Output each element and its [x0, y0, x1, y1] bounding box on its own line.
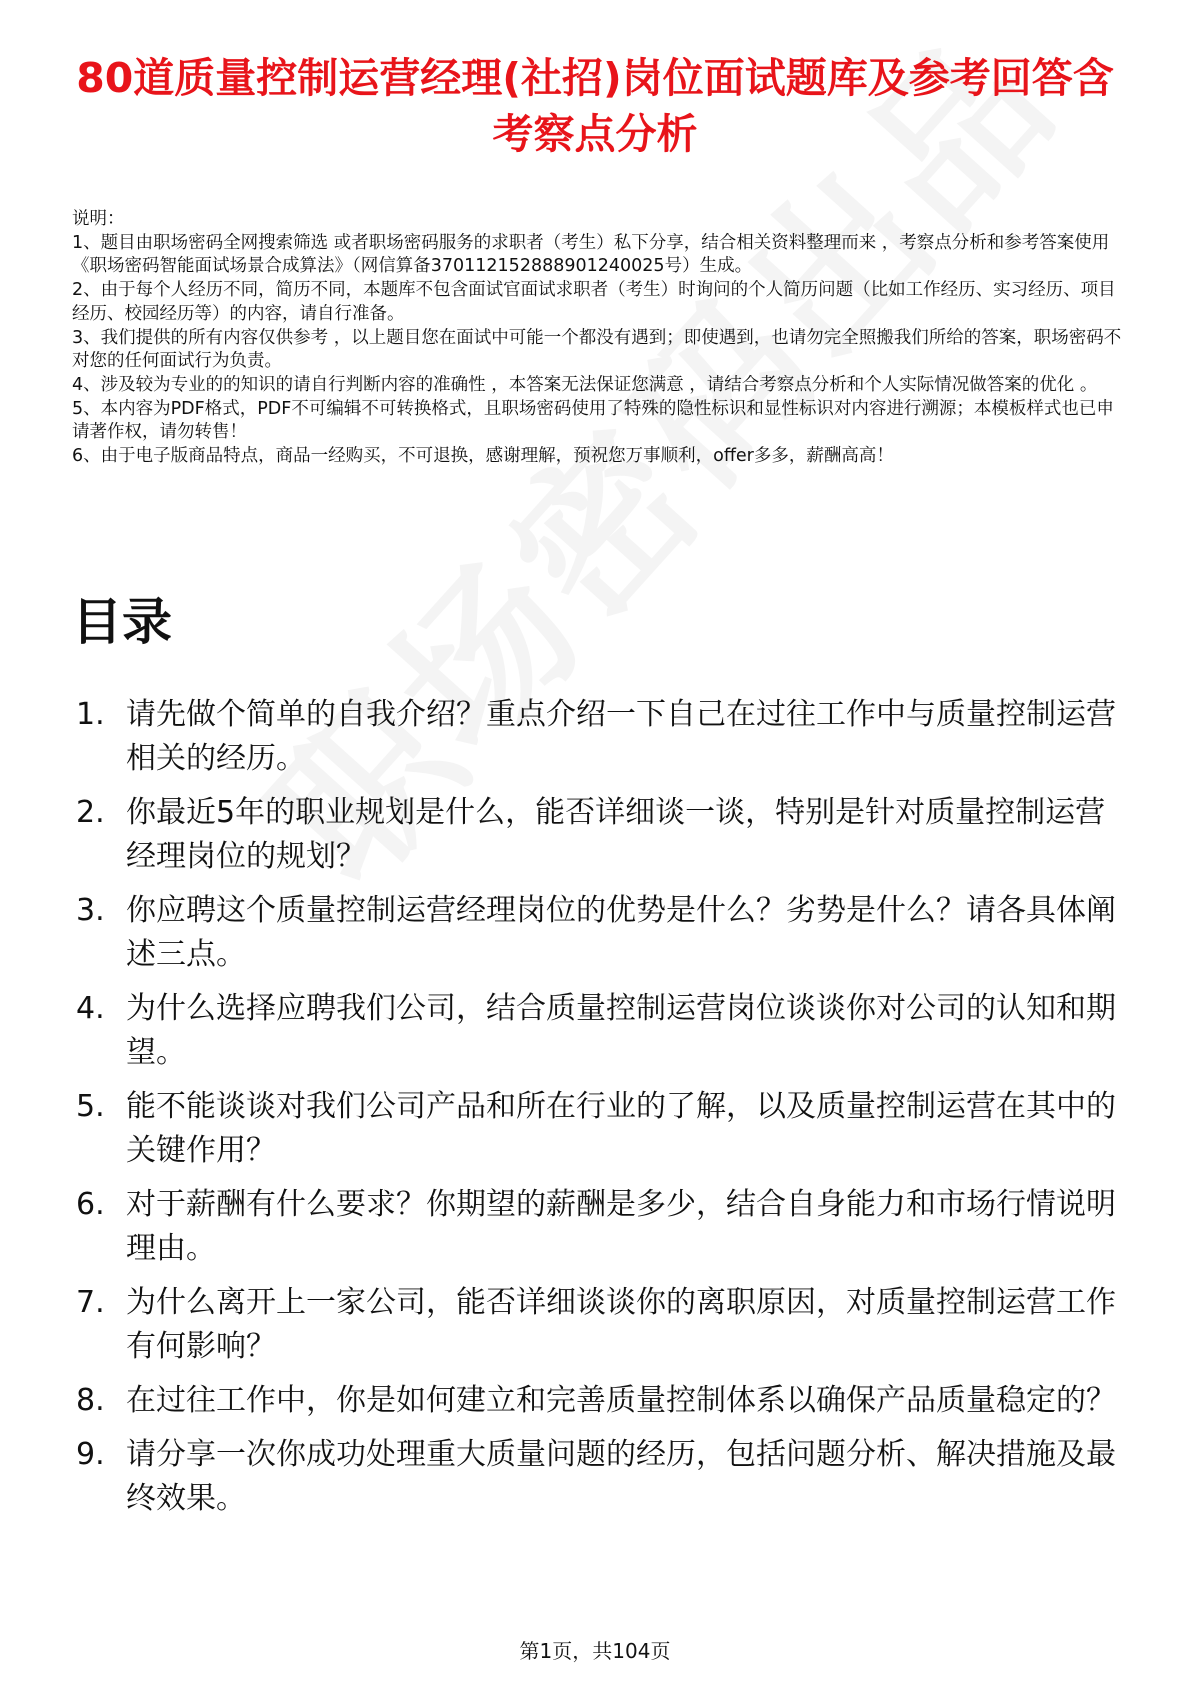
- toc-item-number: 7.: [76, 1285, 105, 1320]
- toc-item-text: 能不能谈谈对我们公司产品和所在行业的了解，以及质量控制运营在其中的关键作用？: [126, 1089, 1116, 1168]
- notes-heading: 说明：: [72, 209, 125, 229]
- toc-item-number: 9.: [76, 1437, 105, 1472]
- toc-heading: 目录: [72, 593, 172, 651]
- toc-item[interactable]: [72, 1085, 1132, 1173]
- toc-item-text: 为什么选择应聘我们公司，结合质量控制运营岗位谈谈你对公司的认知和期望。: [126, 991, 1116, 1070]
- toc-item[interactable]: [72, 791, 1132, 879]
- note-item-5: 5、本内容为PDF格式，PDF不可编辑不可转换格式，且职场密码使用了特殊的隐性标识和显性标识对内容进行溯源；本模板样式也已申请著作权，请勿转售！: [72, 398, 1114, 443]
- toc-item-text: 在过往工作中，你是如何建立和完善质量控制体系以确保产品质量稳定的？: [126, 1383, 1116, 1418]
- note-item-1: 1、题目由职场密码全网搜索筛选 或者职场密码服务的求职者（考生）私下分享，结合相关资料整理而来 ，考察点分析和参考答案使用《职场密码智能面试场景合成算法》（网信算备370112152888901240025号）生成。: [72, 232, 1110, 277]
- toc-item[interactable]: [72, 889, 1132, 977]
- note-item-6: 6、由于电子版商品特点，商品一经购买，不可退换，感谢理解，预祝您万事顺利，offer多多，薪酬高高！: [72, 446, 894, 467]
- toc-list: [72, 693, 1132, 1531]
- toc-item-text: 对于薪酬有什么要求？你期望的薪酬是多少，结合自身能力和市场行情说明理由。: [126, 1187, 1116, 1266]
- toc-item[interactable]: [72, 1281, 1132, 1369]
- toc-item-number: 2.: [76, 795, 105, 830]
- toc-item-number: 8.: [76, 1383, 105, 1418]
- toc-item-number: 3.: [76, 893, 105, 928]
- toc-item[interactable]: [72, 1433, 1132, 1521]
- document-title: 80道质量控制运营经理(社招)岗位面试题库及参考回答含考察点分析: [76, 54, 1114, 158]
- toc-item-text: 请先做个简单的自我介绍？重点介绍一下自己在过往工作中与质量控制运营相关的经历。: [126, 697, 1116, 776]
- toc-item-text: 为什么离开上一家公司，能否详细谈谈你的离职原因，对质量控制运营工作有何影响？: [126, 1285, 1116, 1364]
- toc-item-text: 你最近5年的职业规划是什么，能否详细谈一谈，特别是针对质量控制运营经理岗位的规划？: [126, 795, 1106, 874]
- toc-item-text: 你应聘这个质量控制运营经理岗位的优势是什么？劣势是什么？请各具体阐述三点。: [126, 893, 1116, 972]
- toc-item[interactable]: [72, 693, 1132, 781]
- toc-item[interactable]: [72, 987, 1132, 1075]
- note-item-3: 3、我们提供的所有内容仅供参考 ，以上题目您在面试中可能一个都没有遇到；即使遇到，也请勿完全照搬我们所给的答案，职场密码不对您的任何面试行为负责。: [72, 327, 1122, 372]
- toc-item[interactable]: [72, 1183, 1132, 1271]
- note-item-4: 4、涉及较为专业的的知识的请自行判断内容的准确性 ，本答案无法保证您满意 ，请结合考察点分析和个人实际情况做答案的优化 。: [72, 374, 1098, 395]
- toc-item-text: 请分享一次你成功处理重大质量问题的经历，包括问题分析、解决措施及最终效果。: [126, 1437, 1116, 1516]
- toc-item-number: 6.: [76, 1187, 105, 1222]
- notes-section: [72, 208, 1122, 469]
- toc-item-number: 4.: [76, 991, 105, 1026]
- note-item-2: 2、由于每个人经历不同，简历不同，本题库不包含面试官面试求职者（考生）时询问的个人简历问题（比如工作经历、实习经历、项目经历、校园经历等）的内容，请自行准备。: [72, 280, 1116, 324]
- toc-item-number: 5.: [76, 1089, 105, 1124]
- toc-item[interactable]: [72, 1379, 1132, 1423]
- toc-item-number: 1.: [76, 697, 105, 732]
- page-footer: 第1页，共104页: [519, 1639, 671, 1663]
